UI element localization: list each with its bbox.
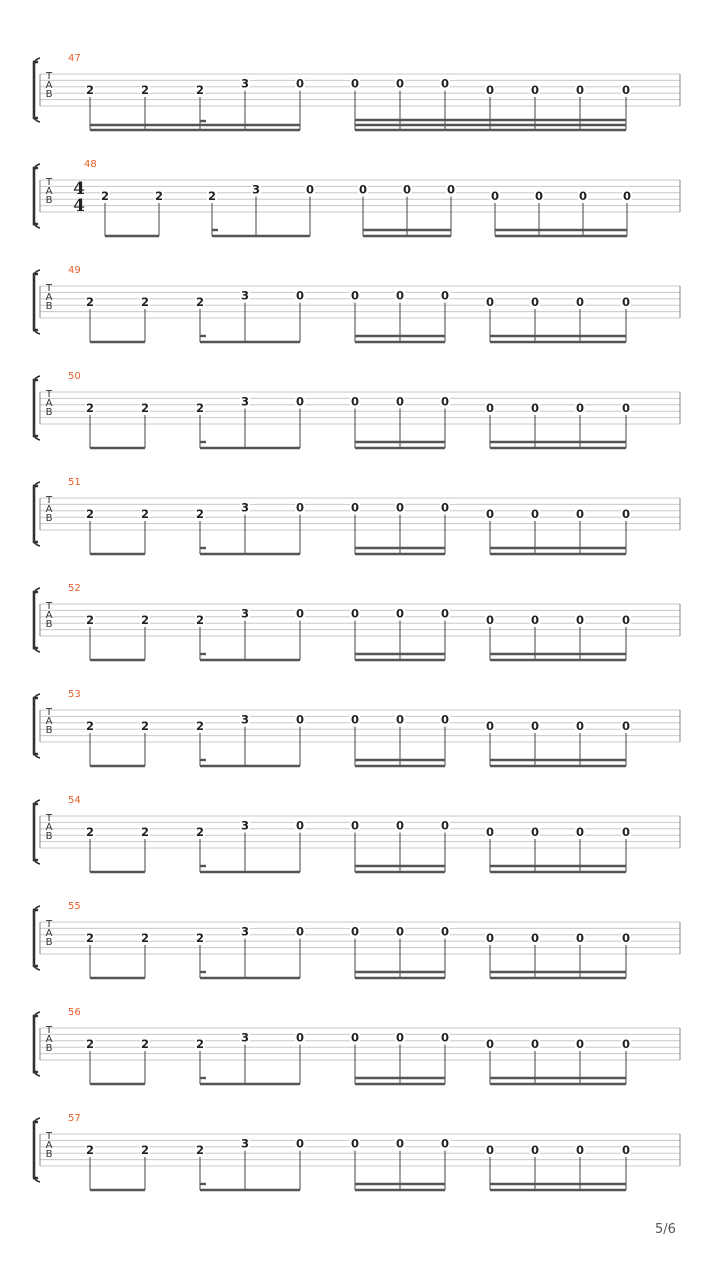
tab-clef-t: T — [45, 601, 53, 612]
fret-number: 3 — [240, 1136, 250, 1151]
fret-number: 0 — [295, 1030, 305, 1045]
measure-number: 51 — [68, 477, 81, 488]
fret-number: 0 — [621, 1037, 631, 1051]
fret-number: 0 — [621, 1143, 631, 1157]
tab-system-51 — [34, 477, 680, 554]
measure-number: 55 — [68, 901, 81, 912]
fret-number: 0 — [621, 613, 631, 627]
fret-number: 2 — [85, 295, 95, 309]
fret-number: 0 — [575, 83, 585, 97]
fret-number: 2 — [85, 83, 95, 97]
page-number: 5/6 — [655, 1222, 676, 1237]
fret-number: 2 — [195, 1037, 205, 1051]
fret-number: 0 — [350, 1030, 360, 1045]
fret-number: 2 — [85, 719, 95, 733]
fret-number: 2 — [85, 1143, 95, 1157]
fret-number: 2 — [140, 613, 150, 627]
fret-number: 0 — [575, 825, 585, 839]
tab-clef-a: A — [45, 504, 53, 515]
fret-number: 0 — [350, 1136, 360, 1151]
fret-number: 2 — [195, 401, 205, 415]
fret-number: 0 — [621, 719, 631, 733]
fret-number: 0 — [485, 719, 495, 733]
fret-number: 0 — [295, 606, 305, 621]
fret-number: 0 — [530, 825, 540, 839]
measure-number: 52 — [68, 583, 81, 594]
fret-number: 3 — [240, 924, 250, 939]
fret-number: 3 — [240, 288, 250, 303]
tab-system-48 — [34, 159, 680, 236]
tab-system-47 — [34, 53, 680, 130]
system-bracket — [34, 698, 38, 754]
fret-number: 0 — [295, 500, 305, 515]
tab-system-53 — [34, 689, 680, 766]
fret-number: 0 — [295, 1136, 305, 1151]
tab-clef-a: A — [45, 610, 53, 621]
fret-number: 2 — [195, 507, 205, 521]
fret-number: 0 — [440, 288, 450, 303]
fret-number: 0 — [575, 931, 585, 945]
system-bracket — [34, 62, 38, 118]
fret-number: 2 — [195, 295, 205, 309]
tab-clef-b: B — [45, 1043, 53, 1054]
system-bracket — [34, 1016, 38, 1072]
fret-number: 0 — [485, 1143, 495, 1157]
tab-clef-t: T — [45, 919, 53, 930]
fret-number: 2 — [140, 931, 150, 945]
fret-number: 0 — [530, 1037, 540, 1051]
fret-number: 2 — [140, 719, 150, 733]
fret-number: 0 — [446, 182, 456, 197]
fret-number: 2 — [195, 83, 205, 97]
fret-number: 0 — [530, 295, 540, 309]
fret-number: 0 — [395, 500, 405, 515]
fret-number: 2 — [85, 1037, 95, 1051]
fret-number: 0 — [440, 924, 450, 939]
fret-number: 0 — [621, 83, 631, 97]
tab-clef-a: A — [45, 186, 53, 197]
fret-number: 2 — [195, 613, 205, 627]
fret-number: 0 — [395, 818, 405, 833]
fret-number: 0 — [358, 182, 368, 197]
fret-number: 0 — [395, 712, 405, 727]
fret-number: 0 — [295, 924, 305, 939]
tab-clef-t: T — [45, 707, 53, 718]
tab-clef-t: T — [45, 813, 53, 824]
fret-number: 0 — [530, 507, 540, 521]
fret-number: 0 — [485, 1037, 495, 1051]
fret-number: 0 — [305, 182, 315, 197]
fret-number: 0 — [350, 712, 360, 727]
fret-number: 0 — [402, 182, 412, 197]
measure-number: 50 — [68, 371, 81, 382]
tab-clef-b: B — [45, 831, 53, 842]
fret-number: 2 — [195, 825, 205, 839]
fret-number: 0 — [622, 189, 632, 203]
tab-clef-t: T — [45, 1025, 53, 1036]
fret-number: 0 — [395, 394, 405, 409]
measure-number: 53 — [68, 689, 81, 700]
system-bracket — [34, 274, 38, 330]
fret-number: 2 — [195, 719, 205, 733]
measure-number: 49 — [68, 265, 81, 276]
fret-number: 3 — [240, 712, 250, 727]
fret-number: 0 — [575, 719, 585, 733]
tab-system-49 — [34, 265, 680, 342]
fret-number: 0 — [295, 288, 305, 303]
tab-clef-t: T — [45, 389, 53, 400]
fret-number: 3 — [240, 500, 250, 515]
tab-clef-b: B — [45, 619, 53, 630]
fret-number: 0 — [350, 924, 360, 939]
tab-clef-a: A — [45, 398, 53, 409]
fret-number: 0 — [395, 1030, 405, 1045]
tab-system-54 — [34, 795, 680, 872]
fret-number: 0 — [395, 76, 405, 91]
fret-number: 3 — [240, 606, 250, 621]
fret-number: 0 — [440, 76, 450, 91]
fret-number: 0 — [350, 818, 360, 833]
fret-number: 0 — [295, 712, 305, 727]
tab-clef-b: B — [45, 937, 53, 948]
tab-clef-a: A — [45, 80, 53, 91]
fret-number: 2 — [140, 295, 150, 309]
fret-number: 2 — [140, 825, 150, 839]
system-bracket — [34, 168, 38, 224]
tab-clef-t: T — [45, 71, 53, 82]
fret-number: 0 — [485, 931, 495, 945]
fret-number: 0 — [621, 825, 631, 839]
fret-number: 0 — [350, 394, 360, 409]
fret-number: 0 — [530, 719, 540, 733]
tab-clef-b: B — [45, 89, 53, 100]
fret-number: 2 — [195, 931, 205, 945]
fret-number: 2 — [140, 507, 150, 521]
fret-number: 0 — [485, 83, 495, 97]
fret-number: 0 — [395, 606, 405, 621]
fret-number: 2 — [85, 613, 95, 627]
fret-number: 0 — [621, 507, 631, 521]
fret-number: 2 — [85, 931, 95, 945]
fret-number: 0 — [350, 500, 360, 515]
fret-number: 0 — [530, 83, 540, 97]
fret-number: 0 — [530, 401, 540, 415]
fret-number: 2 — [140, 401, 150, 415]
tab-clef-b: B — [45, 725, 53, 736]
tab-system-57 — [34, 1113, 680, 1190]
tab-clef-a: A — [45, 822, 53, 833]
fret-number: 0 — [575, 401, 585, 415]
fret-number: 0 — [295, 818, 305, 833]
time-signature-bottom: 4 — [73, 196, 85, 216]
fret-number: 2 — [154, 189, 164, 203]
measure-number: 48 — [84, 159, 97, 170]
system-bracket — [34, 910, 38, 966]
fret-number: 0 — [621, 931, 631, 945]
fret-number: 0 — [534, 189, 544, 203]
measure-number: 56 — [68, 1007, 81, 1018]
system-bracket — [34, 592, 38, 648]
tab-clef-a: A — [45, 928, 53, 939]
fret-number: 0 — [575, 1143, 585, 1157]
tab-system-55 — [34, 901, 680, 978]
fret-number: 0 — [485, 825, 495, 839]
fret-number: 3 — [251, 182, 261, 197]
fret-number: 0 — [530, 1143, 540, 1157]
fret-number: 0 — [440, 712, 450, 727]
tab-clef-b: B — [45, 1149, 53, 1160]
fret-number: 0 — [440, 1136, 450, 1151]
tab-clef-a: A — [45, 1140, 53, 1151]
fret-number: 0 — [395, 924, 405, 939]
system-bracket — [34, 1122, 38, 1178]
fret-number: 0 — [295, 76, 305, 91]
fret-number: 0 — [530, 931, 540, 945]
system-bracket — [34, 804, 38, 860]
fret-number: 0 — [440, 606, 450, 621]
fret-number: 0 — [350, 606, 360, 621]
tab-clef-t: T — [45, 283, 53, 294]
fret-number: 2 — [140, 83, 150, 97]
tab-clef-b: B — [45, 301, 53, 312]
fret-number: 2 — [140, 1143, 150, 1157]
fret-number: 2 — [195, 1143, 205, 1157]
fret-number: 0 — [350, 288, 360, 303]
tab-clef-t: T — [45, 1131, 53, 1142]
fret-number: 2 — [100, 189, 110, 203]
fret-number: 0 — [485, 295, 495, 309]
fret-number: 0 — [621, 295, 631, 309]
fret-number: 0 — [295, 394, 305, 409]
fret-number: 0 — [395, 1136, 405, 1151]
fret-number: 2 — [207, 189, 217, 203]
fret-number: 0 — [485, 507, 495, 521]
fret-number: 0 — [578, 189, 588, 203]
fret-number: 0 — [575, 295, 585, 309]
tab-system-50 — [34, 371, 680, 448]
fret-number: 2 — [85, 401, 95, 415]
fret-number: 0 — [350, 76, 360, 91]
time-signature-top: 4 — [73, 179, 85, 199]
fret-number: 0 — [575, 613, 585, 627]
tab-clef-a: A — [45, 716, 53, 727]
tab-clef-a: A — [45, 292, 53, 303]
fret-number: 2 — [85, 825, 95, 839]
tab-clef-b: B — [45, 513, 53, 524]
fret-number: 3 — [240, 1030, 250, 1045]
system-bracket — [34, 380, 38, 436]
tab-clef-b: B — [45, 407, 53, 418]
fret-number: 3 — [240, 76, 250, 91]
fret-number: 0 — [440, 1030, 450, 1045]
tab-clef-b: B — [45, 195, 53, 206]
tab-clef-a: A — [45, 1034, 53, 1045]
measure-number: 57 — [68, 1113, 81, 1124]
fret-number: 3 — [240, 818, 250, 833]
measure-number: 47 — [68, 53, 81, 64]
fret-number: 0 — [575, 1037, 585, 1051]
tab-clef-t: T — [45, 177, 53, 188]
fret-number: 0 — [575, 507, 585, 521]
fret-number: 2 — [140, 1037, 150, 1051]
fret-number: 0 — [530, 613, 540, 627]
tab-system-52 — [34, 583, 680, 660]
fret-number: 0 — [485, 401, 495, 415]
fret-number: 0 — [440, 500, 450, 515]
fret-number: 3 — [240, 394, 250, 409]
fret-number: 0 — [395, 288, 405, 303]
measure-number: 54 — [68, 795, 81, 806]
fret-number: 0 — [485, 613, 495, 627]
fret-number: 2 — [85, 507, 95, 521]
tab-system-56 — [34, 1007, 680, 1084]
fret-number: 0 — [621, 401, 631, 415]
fret-number: 0 — [440, 394, 450, 409]
system-bracket — [34, 486, 38, 542]
fret-number: 0 — [440, 818, 450, 833]
fret-number: 0 — [490, 189, 500, 203]
tab-clef-t: T — [45, 495, 53, 506]
